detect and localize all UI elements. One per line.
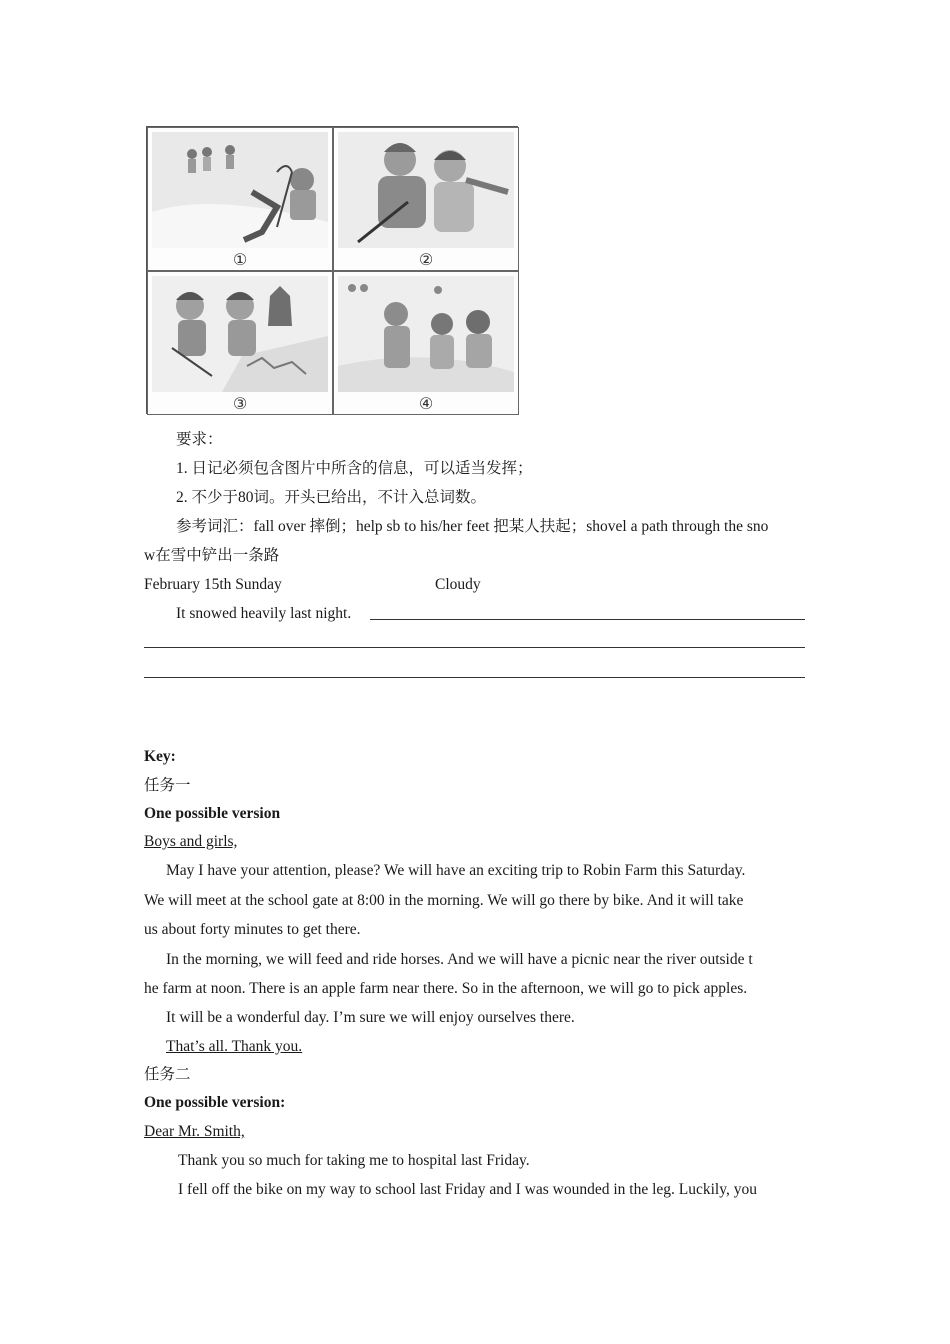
task2-title: 任务二 bbox=[144, 1066, 191, 1083]
fall-over-illustration bbox=[152, 132, 328, 248]
picture-panel-4 bbox=[333, 271, 519, 415]
task1-paragraph1-line1: May I have your attention, please? We will have an exciting trip to Robin Farm this Saturday. bbox=[166, 862, 746, 879]
walk-path-illustration bbox=[338, 276, 514, 392]
task1-greeting: Boys and girls, bbox=[144, 833, 238, 850]
task1-paragraph3: It will be a wonderful day. I’m sure we will enjoy ourselves there. bbox=[166, 1009, 575, 1026]
task1-closing: That’s all. Thank you. bbox=[166, 1038, 303, 1055]
diary-date: February 15th Sunday bbox=[144, 576, 282, 593]
diary-opening: It snowed heavily last night. bbox=[176, 605, 352, 622]
task1-paragraph1-line3: us about forty minutes to get there. bbox=[144, 921, 361, 938]
picture-panel-1 bbox=[147, 127, 333, 271]
panel-number-1: ① bbox=[232, 250, 248, 269]
task1-title: 任务一 bbox=[144, 777, 191, 794]
key-heading: Key: bbox=[144, 748, 176, 765]
requirement-item-1: 1. 日记必须包含图片中所含的信息，可以适当发挥； bbox=[176, 460, 533, 477]
answer-blank-line-3 bbox=[144, 677, 805, 678]
help-to-feet-illustration bbox=[338, 132, 514, 248]
task2-paragraph1: Thank you so much for taking me to hospital last Friday. bbox=[178, 1152, 530, 1169]
panel-number-4: ④ bbox=[418, 394, 434, 413]
picture-panel-3 bbox=[147, 271, 333, 415]
picture-grid bbox=[146, 126, 518, 414]
panel-number-2: ② bbox=[418, 250, 434, 269]
task2-version-label: One possible version: bbox=[144, 1094, 286, 1111]
task1-paragraph2-line1: In the morning, we will feed and ride horses. And we will have a picnic near the river outside t bbox=[166, 951, 753, 968]
reference-vocabulary: 参考词汇：fall over 摔倒；help sb to his/her feet 把某人扶起；shovel a path through the sno bbox=[176, 518, 769, 535]
panel-number-3: ③ bbox=[232, 394, 248, 413]
task2-paragraph2-line1: I fell off the bike on my way to school last Friday and I was wounded in the leg. Luckily, you bbox=[178, 1181, 757, 1198]
requirements-heading: 要求： bbox=[176, 431, 223, 448]
requirement-item-2: 2. 不少于80词。开头已给出，不计入总词数。 bbox=[176, 489, 487, 506]
task1-version-label: One possible version bbox=[144, 805, 281, 822]
shovel-snow-illustration bbox=[152, 276, 328, 392]
answer-blank-line-1 bbox=[370, 619, 805, 620]
picture-panel-2 bbox=[333, 127, 519, 271]
task2-greeting: Dear Mr. Smith, bbox=[144, 1123, 245, 1140]
diary-weather: Cloudy bbox=[435, 576, 481, 593]
task1-paragraph1-line2: We will meet at the school gate at 8:00 in the morning. We will go there by bike. And it will take bbox=[144, 892, 744, 909]
answer-blank-line-2 bbox=[144, 647, 805, 648]
reference-vocabulary-continued: w在雪中铲出一条路 bbox=[144, 547, 280, 564]
task1-paragraph2-line2: he farm at noon. There is an apple farm near there. So in the afternoon, we will go to pick apples. bbox=[144, 980, 748, 997]
